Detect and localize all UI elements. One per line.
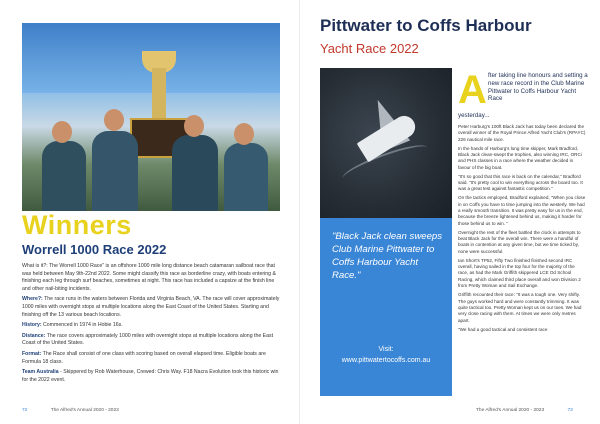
body-paragraph: "We had a good tactical and consistent race [458,326,548,332]
visit-label: Visit: [378,346,394,353]
body-paragraph: Peter Harburg's 100ft Black Jack has today been declared the overall winner of the Royal Prince Alfred Yacht Club's (RPAYC) 226 nautical mile race. [458,124,586,142]
page-number: 73 [567,408,573,413]
photo-person-head [234,123,254,145]
photo-person [42,141,86,211]
team-item [22,369,280,384]
page-title: Pittwater to Coffs Harbour [320,16,532,35]
where-item [22,296,280,319]
item-text: Commenced in 1974 in Hobie 16s. [41,322,123,329]
item-text: The race runs in the waters between Florida and Virginia Beach, VA. The race will cover approximately 1000 miles with overnight stops at multiple locations along the East Coast of the United States. Starting and finishing off the 13 various beach locations. [22,296,280,318]
visit-url-link[interactable]: www.pittwatertocoffs.com.au [341,357,431,364]
pull-quote: "Black Jack clean sweeps Club Marine Pittwater to Coffs Harbour Yacht Race." [332,231,443,281]
item-label: Format: [22,350,42,357]
photo-person-head [52,121,72,143]
annual-label: The Alfred's Annual 2020 - 2023 [50,408,119,413]
trophy-team-photo [22,23,280,211]
right-page [300,0,600,424]
left-article-body [22,263,280,387]
annual-label: The Alfred's Annual 2020 - 2023 [476,408,545,413]
photo-trophy-stem [152,68,166,120]
body-paragraph: In the hands of Harburg's long time skipper, Mark Bradford, Black Jack clean-swept the trophies, also winning IRC, ORCi and PHS classes in a race where the weather decided in favour of the big boat. [458,145,582,170]
yacht-aerial-photo [320,68,452,218]
page-number: 72 [22,408,28,413]
worrell-race-subheading: Worrell 1000 Race 2022 [22,242,167,257]
photo-person [92,131,138,211]
photo-person-head [184,115,204,137]
lead-continuation: yesterday... [458,112,490,119]
item-text: - Skippered by Rob Waterhouse, Crewed: Chris Way. F18 Nacra Evolution took this historic win for the 2022 event. [22,369,279,383]
history-item [22,322,280,330]
body-paragraph: "It's so good that this race is back on the calendar," Bradford said. "It's pretty cool to win everything across the board too. It was a great test against fantastic competition." [458,173,583,192]
item-label: Team Australia [22,369,59,376]
winners-heading: Winners [22,210,132,240]
lead-paragraph: fter taking line honours and setting a new race record in the Club Marine Pittwater to Coffs Harbour Yacht Race [488,72,588,103]
pull-quote-box [320,218,452,396]
right-footer [476,408,573,413]
format-item [22,351,280,366]
body-paragraph: Ian Short's TP52, Fifty Two finished finished second IRC overall, having sailed in the top four for the majority of the race, as had the Mark Griffith skippered LCE Od School Racing, which claimed third place overall and won Division 2 from Pretty Woman and Sail Exchange. [458,257,581,289]
body-paragraph: On the tactics employed, Bradford explained, "When you close in on Coffs you have to time jumping into the westerly. We had a really smooth transition. It was pretty easy for us in the end, because the breeze lightened behind us, making it harder for those behind us to win. " [458,195,586,226]
body-paragraph: Overnight the rest of the fleet battled the clock in attempts to beat Black Jack for the overall win. There were a handful of boats in contention at any given time, but we time ticked by, none were successful. [458,229,581,254]
item-text: The race covers approximately 1000 miles with overnight stops at multiple locations along the East Coast of the United States. [22,332,274,347]
photo-person [224,143,268,211]
item-label: History: [22,322,42,329]
right-article-body [458,124,586,335]
intro-paragraph: What is it?: The Worrell 1000 Race" is an offshore 1000 mile long distance beach catamaran sailboat race that was held between May 9th-22nd 2022. Some might classify this race as borderline crazy, with boats entering & finishing each leg through surf beaches, sometimes at night. This race has included a capsize at the finish line and other nail-biting incidents. [22,263,276,292]
item-label: Distance: [22,332,46,339]
drop-cap: A [458,68,487,112]
page-subtitle: Yacht Race 2022 [320,41,419,56]
photo-person-head [104,109,124,131]
item-label: Where?: [22,296,43,303]
left-footer [22,408,119,413]
distance-item [22,333,280,348]
body-paragraph: Griffith recounted their race: "It was a tough one. Very shifty. The guys worked hard and were constantly trimming. It was quite tactical too. Pretty Woman kept us on our toes. We had very close racing with them. At times we were only metres apart. [458,292,582,323]
item-text: The Race shall consist of one class with scoring based on overall elapsed time. Eligible boats are Formula 18 class. [22,350,266,365]
photo-person [172,135,218,211]
